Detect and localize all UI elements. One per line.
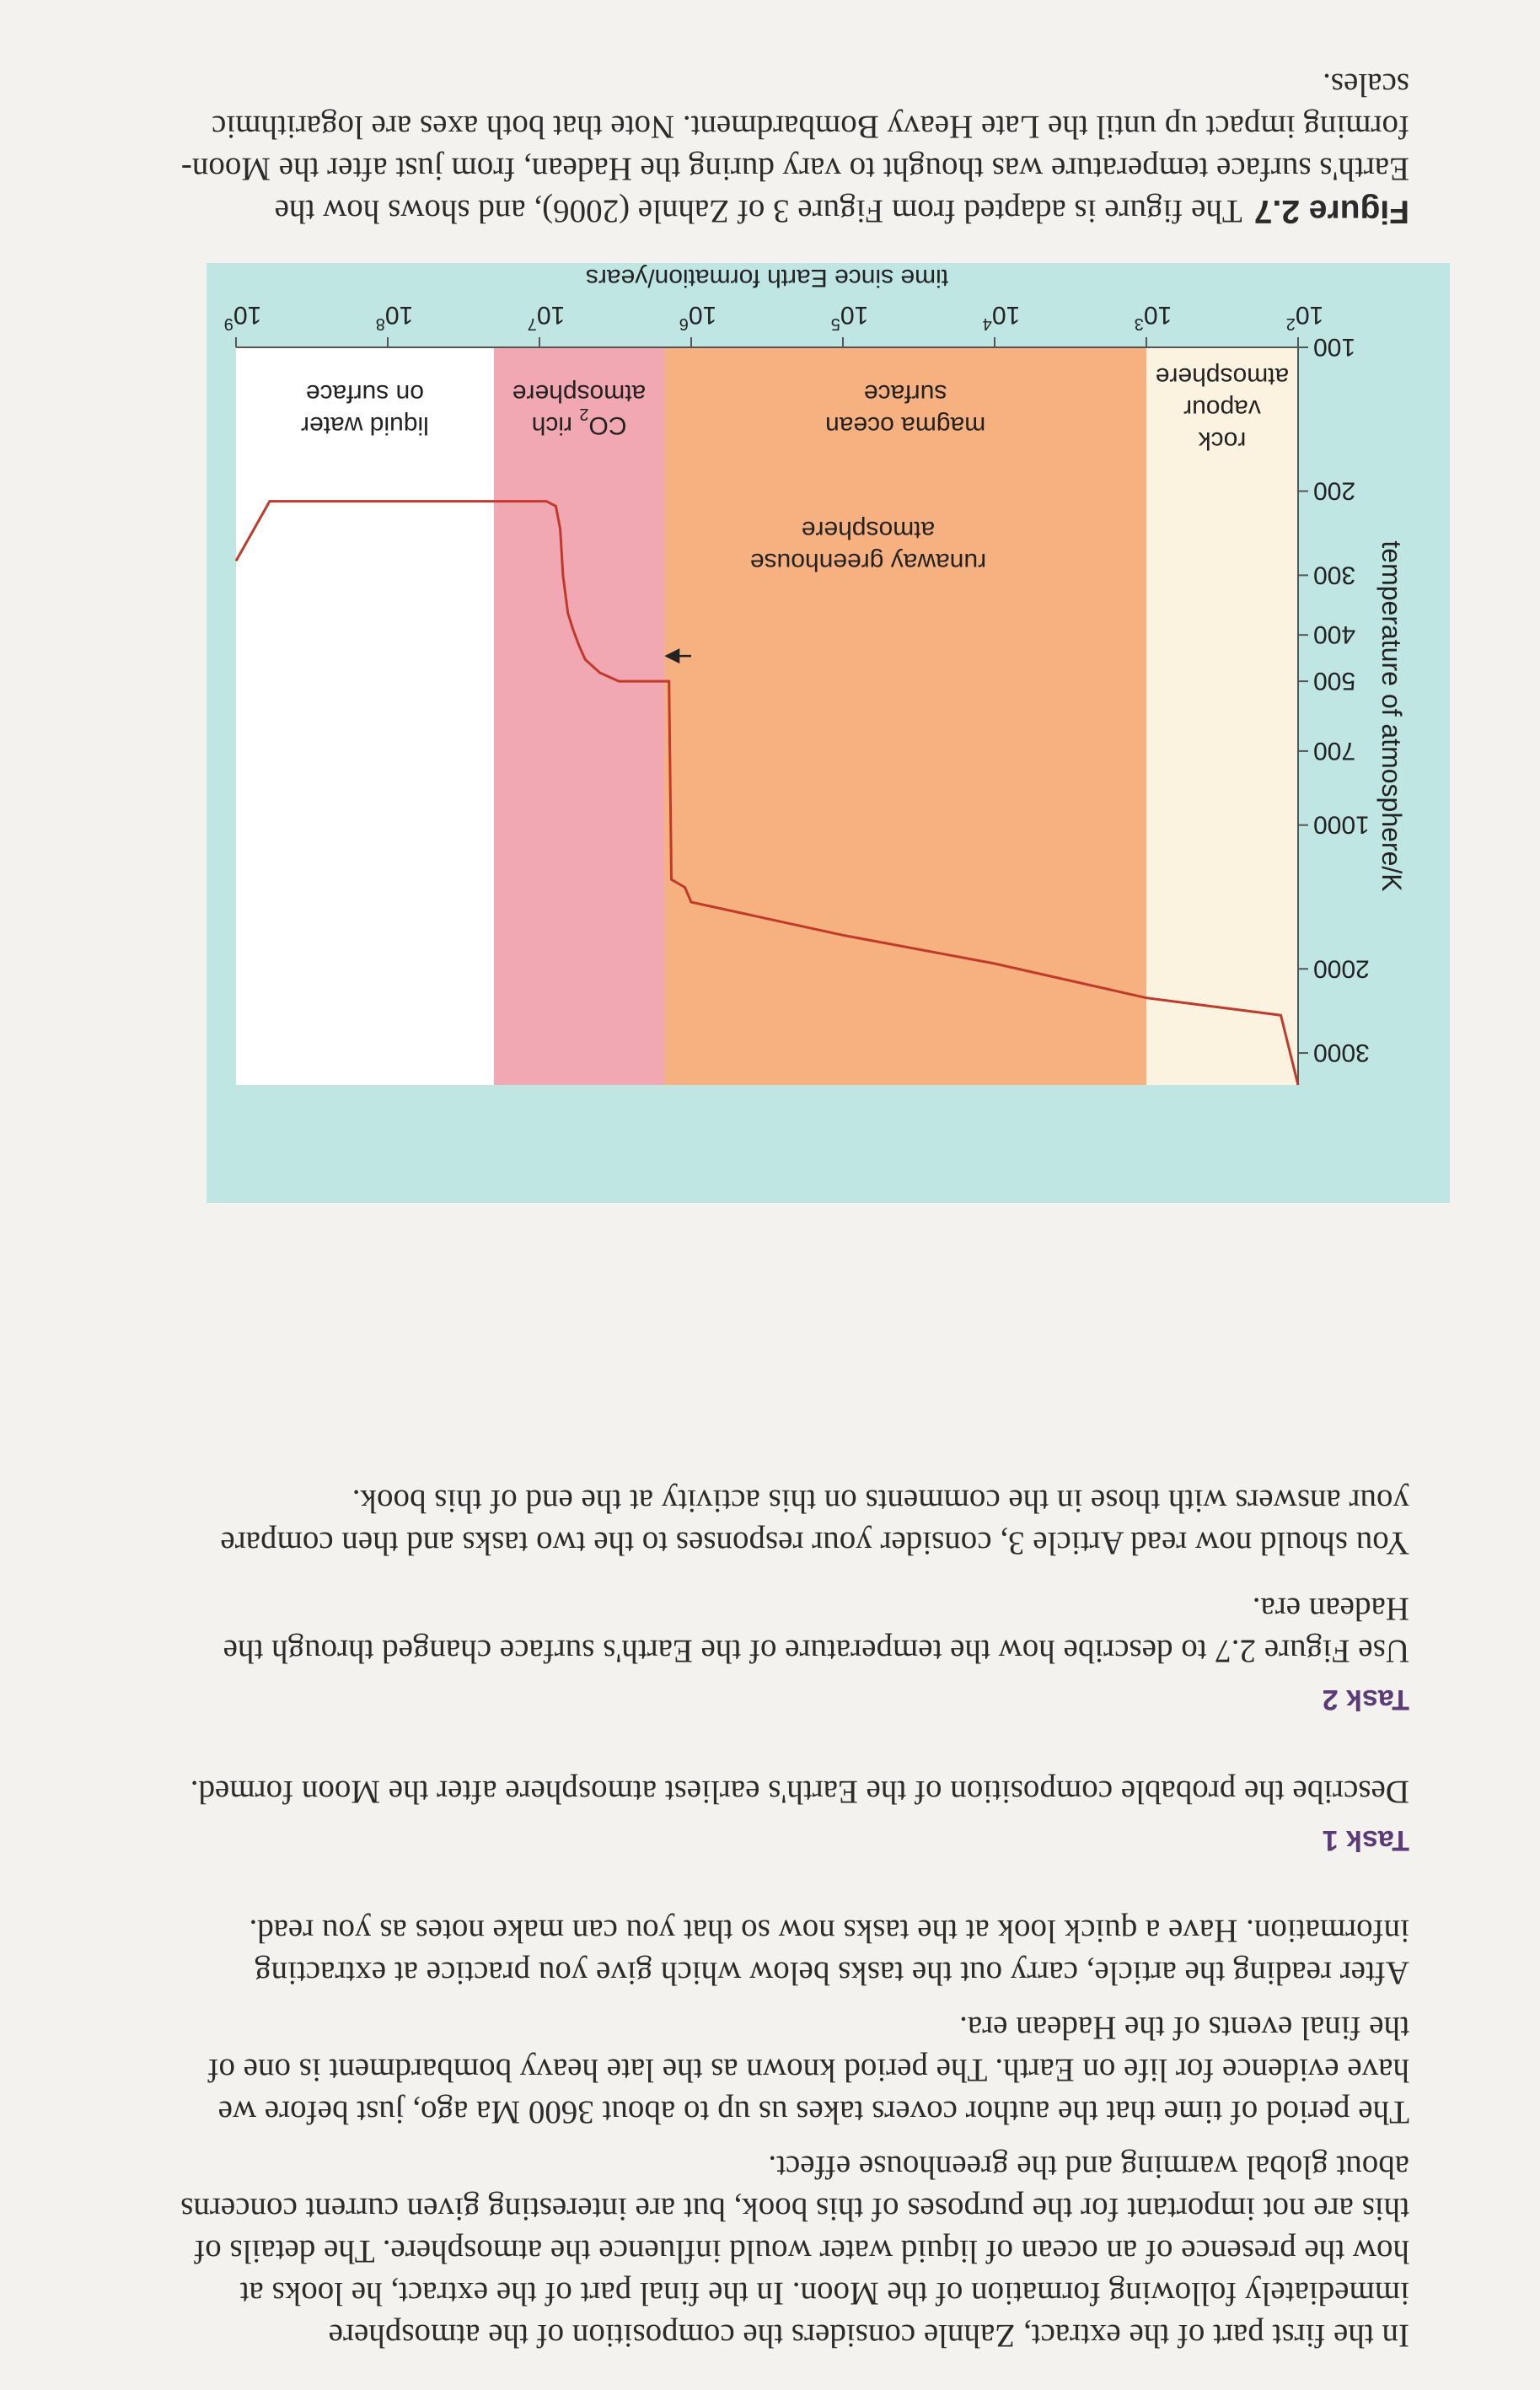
region-label: atmosphere <box>1155 363 1290 390</box>
temperature-chart <box>207 263 1450 1203</box>
task-2-text: Use Figure 2.7 to describe how the temperature of the Earth's surface changed through the Hadean era. <box>223 1591 1409 1669</box>
region-label: surface <box>863 379 947 407</box>
region-label: on surface <box>305 379 424 407</box>
y-tick-label: 1000 <box>1313 810 1370 839</box>
region-label: liquid water <box>301 411 429 439</box>
figure-caption <box>179 63 1409 232</box>
region-band-3 <box>236 347 494 1085</box>
period-paragraph: The period of time that the author covers takes us up to about 3600 Ma ago, just before we have evidence for life on Earth. The period known as the late heavy bombardment is one of the final events of the Hadean era. <box>207 2010 1409 2130</box>
intro-paragraph: In the first part of the extract, Zahnle considers the composition of the atmosphere immediately following formation of the Moon. In the final part of the extract, he looks at how the presence of an ocean of liquid water would influence the atmosphere. The details of this are not important for the purposes of this book, but are interesting given current concerns about global warming and the greenhouse effect. <box>180 2149 1409 2354</box>
region-label: magma ocean <box>825 411 986 439</box>
x-tick-label: $10^6$ <box>679 301 717 333</box>
y-axis-label: temperature of atmosphere/K <box>1376 540 1407 892</box>
y-tick-label: 700 <box>1313 736 1356 765</box>
task-2-heading: Task 2 <box>1322 1684 1409 1716</box>
region-label-co2-line2: atmosphere <box>512 379 647 407</box>
figure-caption-text: The figure is adapted from Figure 3 of Zahnle (2006), and shows how the Earth's surface temperature was thought to vary during the Hadean, from just after the Moon-forming impact up until the Late Heavy Bombardment. Note that both axes are logarithmic scales. <box>180 67 1409 229</box>
y-tick-label: 3000 <box>1313 1039 1370 1067</box>
x-tick-label: $10^5$ <box>830 301 869 333</box>
instructions-paragraph: After reading the article, carry out the tasks below which give you practice at extracting information. Have a quick look at the tasks now so that you can make notes as you read. <box>249 1913 1409 1991</box>
x-tick-label: $10^9$ <box>223 301 262 333</box>
region-band-1 <box>664 347 1146 1085</box>
annotation-label: runaway greenhouse <box>749 548 987 576</box>
annotation-label: atmosphere <box>801 516 936 544</box>
y-tick-label: 400 <box>1313 620 1356 649</box>
closing-paragraph: You should now read Article 3, consider your responses to the two tasks and then compare your answers with those in the comments on this activity at the end of this book. <box>220 1483 1409 1561</box>
figure-panel <box>207 263 1450 1203</box>
x-axis-label: time since Earth formation/years <box>585 264 949 292</box>
figure-caption-label: Figure 2.7 <box>1253 193 1409 229</box>
task-1-heading: Task 1 <box>1322 1824 1409 1856</box>
region-label: vapour <box>1183 395 1261 422</box>
y-tick-label: 2000 <box>1313 954 1370 983</box>
x-tick-label: $10^2$ <box>1285 301 1324 333</box>
region-band-2 <box>494 347 664 1085</box>
region-label-co2: $CO_2$ rich <box>531 405 627 439</box>
task-1-text: Describe the probable composition of the Earth's earliest atmosphere after the Moon formed. <box>190 1774 1409 1810</box>
x-tick-label: $10^4$ <box>982 301 1021 333</box>
x-tick-label: $10^8$ <box>375 301 414 333</box>
x-tick-label: $10^7$ <box>527 301 566 333</box>
region-band-0 <box>1146 347 1298 1085</box>
region-label: rock <box>1198 427 1247 454</box>
x-tick-label: $10^3$ <box>1134 301 1172 333</box>
y-tick-label: 100 <box>1313 333 1356 361</box>
y-tick-label: 200 <box>1313 476 1356 505</box>
y-tick-label: 500 <box>1313 667 1356 696</box>
y-tick-label: 300 <box>1313 561 1356 589</box>
